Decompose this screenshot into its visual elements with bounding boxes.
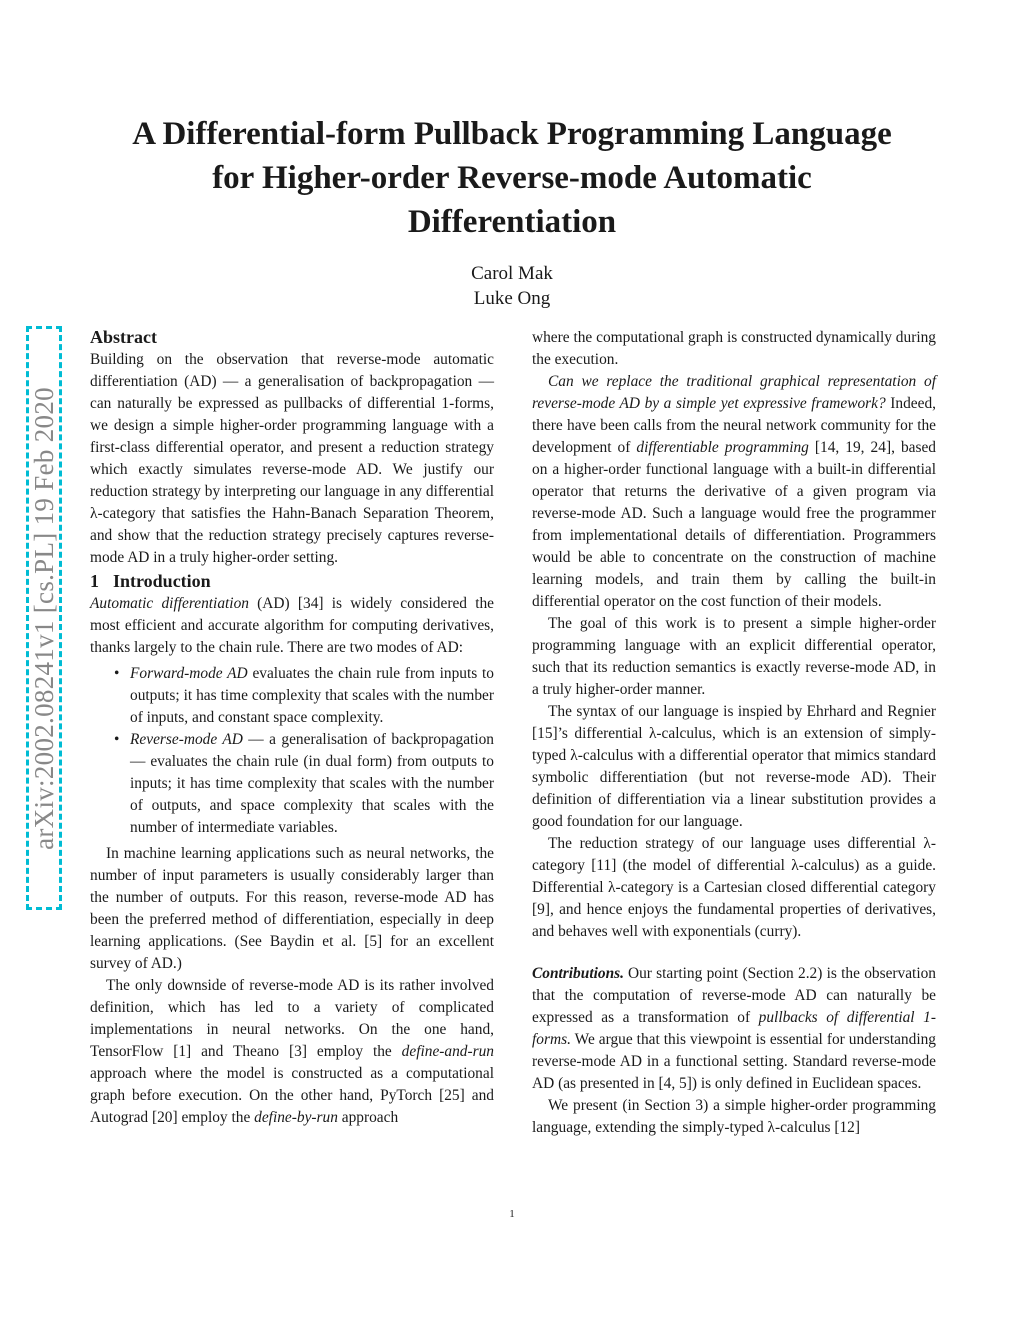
intro-paragraph-2: In machine learning applications such as neural networks, the number of input parameters is usually considerably larger than the number of outputs. For this reason, reverse-mode AD has been the preferred method of differentiation, especially in deep learning applications. (See Baydin et al. [5] for an excellent survey of AD.) (90, 845, 494, 972)
ad-modes-list (90, 663, 494, 839)
right-paragraph-7: We present (in Section 3) a simple higher-order programming language, extending the simply-typed λ-calculus [12] (532, 1097, 936, 1136)
term-emphasis: Forward-mode AD (130, 665, 248, 682)
author-name: Luke Ong (473, 288, 551, 309)
term-emphasis: differentiable programming (636, 439, 809, 456)
left-column (90, 325, 494, 1129)
abstract-heading: Abstract (90, 327, 157, 347)
title-line-3: Differentiation (407, 204, 617, 240)
right-paragraph-5: The reduction strategy of our language uses differential λ-category [11] (the model of differential λ-calculus) as a guide. Differential λ-category is a Cartesian closed differential category [9], and hence enjoys the fundamental properties of derivatives, and behaves well with exponentials (curry). (532, 835, 936, 940)
author-name: Carol Mak (471, 263, 553, 284)
title-line-2: for Higher-order Reverse-mode Automatic (212, 160, 812, 196)
contributions-paragraph: Contributions. Our starting point (Section 2.2) is the observation that the computation of reverse-mode AD can naturally be expressed as a transformation of pullbacks of differential 1-forms. We argue that this viewpoint is essential for understanding reverse-mode AD in a functional setting. Standard reverse-mode AD (as presented in [4, 5]) is only defined in Euclidean spaces. (532, 965, 936, 1092)
right-paragraph-4: The syntax of our language is inspied by Ehrhard and Regnier [15]’s differential λ-calculus, which is an extension of simply-typed λ-calculus with a differential operator that mimics standard symbolic differentiation (but not reverse-mode AD). Their definition of differentiation via a linear substitution provides a good foundation for our language. (532, 703, 936, 830)
abstract-text: Building on the observation that reverse-mode automatic differentiation (AD) — a generalisation of backpropagation — can naturally be expressed as pullbacks of differential 1-forms, we design a simple higher-order programming language with a first-class differential operator, and present a reduction strategy which exactly simulates reverse-mode AD. We justify our reduction strategy by interpreting our language in any differential λ-category that satisfies the Hahn-Banach Separation Theorem, and show that the reduction strategy precisely captures reverse-mode AD in a truly higher-order setting. (90, 351, 494, 566)
right-paragraph-3: The goal of this work is to present a simple higher-order programming language with an explicit differential operator, such that its reduction semantics is exactly reverse-mode AD, in a truly higher-order manner. (532, 615, 936, 698)
author-list (312, 261, 712, 311)
term-emphasis: Automatic differentiation (90, 595, 249, 612)
intro-paragraph-1: Automatic differentiation (AD) [34] is widely considered the most efficient and accurate algorithm for computing derivatives, thanks largely to the chain rule. There are two modes of AD: (90, 595, 494, 656)
list-item: • Reverse-mode AD — a generalisation of backpropagation — evaluates the chain rule (in dual form) from outputs to inputs; it has time complexity that scales with the number of outputs, and space complexity that scales with the number of intermediate variables. (130, 729, 494, 839)
right-paragraph-1: where the computational graph is constructed dynamically during the execution. (532, 329, 936, 368)
research-question: Can we replace the traditional graphical representation of reverse-mode AD by a simple yet expressive framework? (532, 373, 936, 412)
section-number: 1 (90, 571, 99, 591)
contributions-label: Contributions. (532, 965, 624, 982)
title-line-1: A Differential-form Pullback Programming Language (132, 116, 892, 152)
intro-paragraph-3: The only downside of reverse-mode AD is its rather involved definition, which has led to a variety of complicated implementations in neural networks. On the one hand, TensorFlow [1] and Theano [3] employ the define-and-run approach where the model is constructed as a computational graph before execution. On the other hand, PyTorch [25] and Autograd [20] employ the define-by-run approach (90, 977, 494, 1126)
term-emphasis: pullbacks of differential 1-forms. (532, 1009, 936, 1048)
term-emphasis: define-and-run (401, 1043, 494, 1060)
section-heading-introduction (90, 569, 494, 593)
term-emphasis: Reverse-mode AD (130, 731, 243, 748)
page-number: 1 (509, 1208, 515, 1220)
paper-title (80, 112, 944, 244)
right-column (532, 327, 936, 1139)
right-paragraph-2: Can we replace the traditional graphical representation of reverse-mode AD by a simple yet expressive framework? Indeed, there have been calls from the neural network community for the development of differentiable programming [14, 19, 24], based on a higher-order functional language with a built-in differential operator that returns the derivative of a given program via reverse-mode AD. Such a language would free the programmer from implementational details of differentiation. Programmers would be able to concentrate on the construction of machine learning models, and train them by calling the built-in differential operator on the cost function of their models. (532, 373, 936, 610)
term-emphasis: define-by-run (254, 1109, 338, 1126)
arxiv-stamp (26, 326, 62, 910)
section-title: Introduction (113, 571, 211, 591)
list-item: • Forward-mode AD evaluates the chain rule from inputs to outputs; it has time complexity that scales with the number of inputs, and constant space complexity. (130, 663, 494, 729)
arxiv-identifier: arXiv:2002.08241v1 [cs.PL] 19 Feb 2020 (28, 386, 59, 850)
